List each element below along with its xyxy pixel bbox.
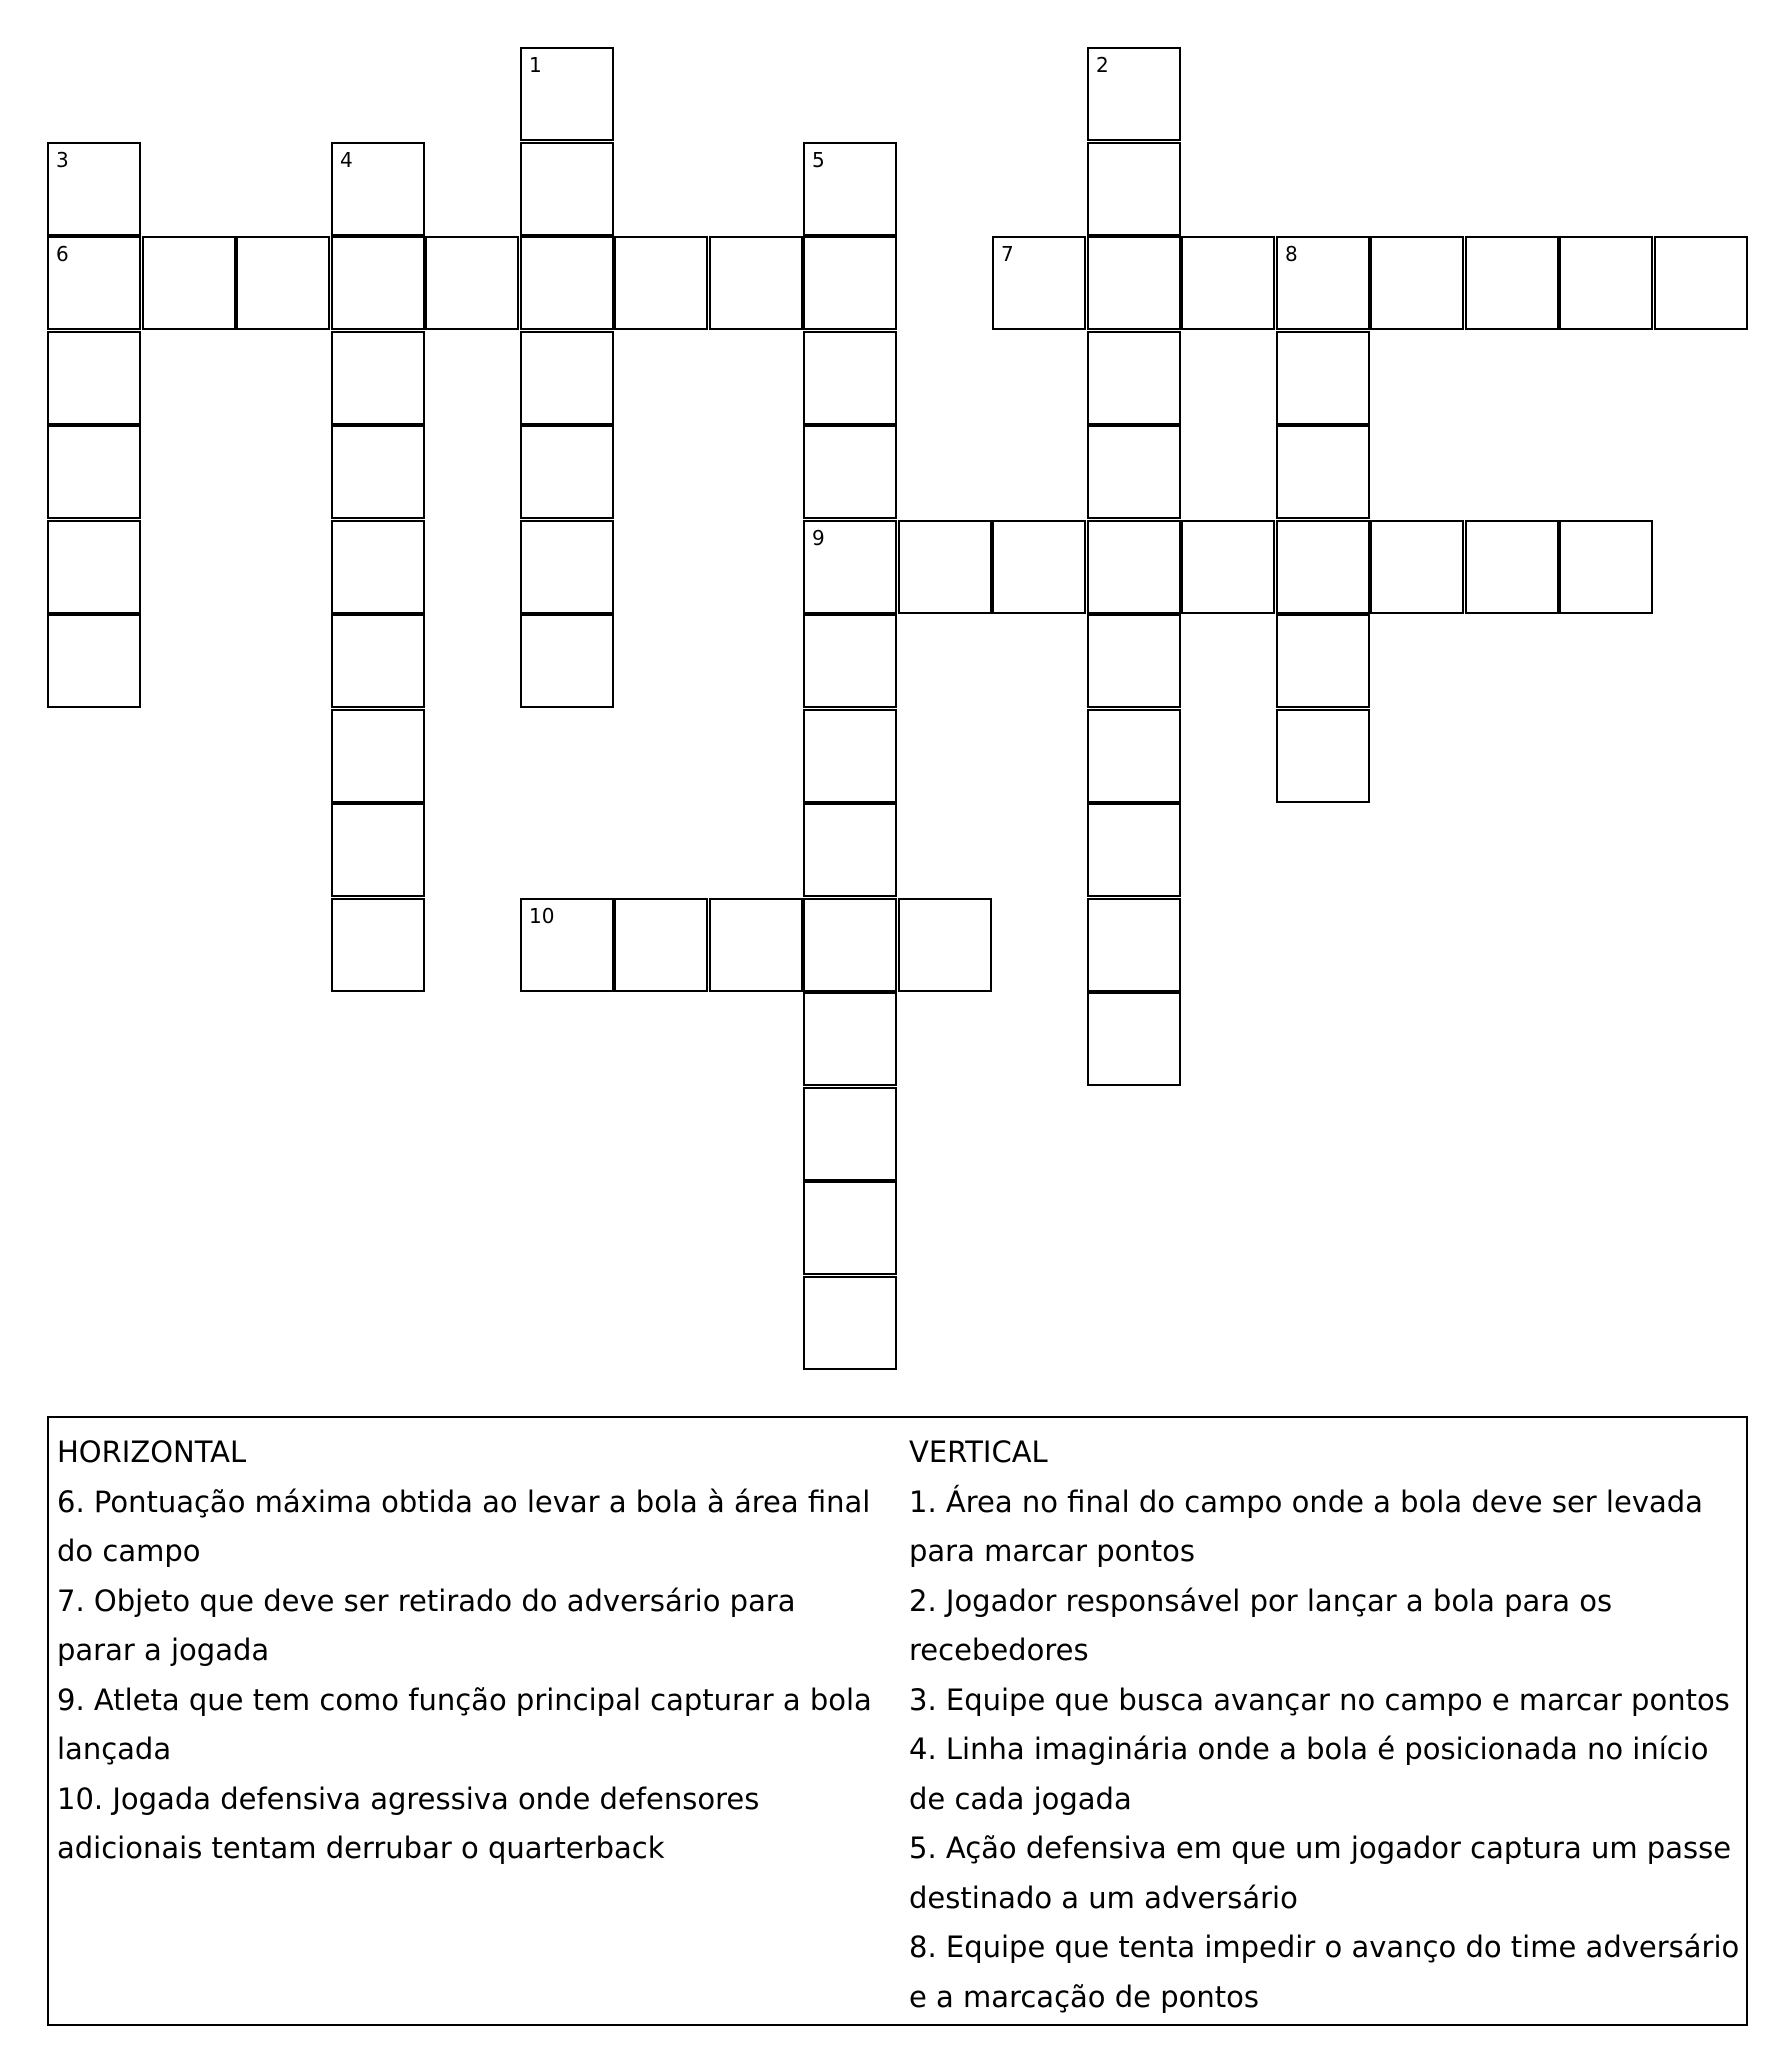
down-clue-1: 1. Área no final do campo onde a bola deve ser levada para marcar pontos [909, 1484, 1703, 1568]
grid-cell-r2-c1[interactable] [142, 236, 236, 330]
grid-cell-r5-c9[interactable] [898, 520, 992, 614]
grid-cell-r9-c5[interactable] [520, 898, 614, 992]
grid-cell-r2-c11[interactable] [1087, 236, 1181, 330]
across-clues [57, 1428, 882, 1874]
grid-cell-r9-c6[interactable] [614, 898, 708, 992]
down-clues [909, 1428, 1744, 2022]
grid-cell-r9-c3[interactable] [331, 898, 425, 992]
grid-cell-r2-c13[interactable] [1276, 236, 1370, 330]
clue-number-3: 3 [56, 148, 69, 172]
grid-cell-r2-c6[interactable] [614, 236, 708, 330]
grid-cell-r6-c0[interactable] [47, 614, 141, 708]
grid-cell-r5-c15[interactable] [1465, 520, 1559, 614]
down-heading: VERTICAL [909, 1435, 1048, 1469]
clue-number-9: 9 [812, 526, 825, 550]
grid-cell-r5-c3[interactable] [331, 520, 425, 614]
grid-cell-r1-c11[interactable] [1087, 142, 1181, 236]
grid-cell-r9-c7[interactable] [709, 898, 803, 992]
grid-cell-r7-c11[interactable] [1087, 709, 1181, 803]
grid-cell-r10-c11[interactable] [1087, 992, 1181, 1086]
grid-cell-r5-c13[interactable] [1276, 520, 1370, 614]
grid-cell-r3-c3[interactable] [331, 331, 425, 425]
clue-number-1: 1 [529, 53, 542, 77]
grid-cell-r2-c7[interactable] [709, 236, 803, 330]
grid-cell-r1-c8[interactable] [803, 142, 897, 236]
grid-cell-r7-c13[interactable] [1276, 709, 1370, 803]
grid-cell-r2-c12[interactable] [1181, 236, 1275, 330]
grid-cell-r8-c8[interactable] [803, 803, 897, 897]
down-clue-5: 5. Ação defensiva em que um jogador captura um passe destinado a um adversário [909, 1831, 1732, 1915]
grid-cell-r2-c15[interactable] [1465, 236, 1559, 330]
grid-cell-r8-c3[interactable] [331, 803, 425, 897]
grid-cell-r9-c9[interactable] [898, 898, 992, 992]
grid-cell-r13-c8[interactable] [803, 1276, 897, 1370]
grid-cell-r5-c16[interactable] [1559, 520, 1653, 614]
clue-number-8: 8 [1285, 242, 1298, 266]
grid-cell-r2-c4[interactable] [425, 236, 519, 330]
grid-cell-r2-c10[interactable] [992, 236, 1086, 330]
grid-cell-r1-c5[interactable] [520, 142, 614, 236]
grid-cell-r7-c8[interactable] [803, 709, 897, 803]
clue-number-6: 6 [56, 242, 69, 266]
across-clue-6: 6. Pontuação máxima obtida ao levar a bola à área final do campo [57, 1484, 871, 1568]
down-clue-8: 8. Equipe que tenta impedir o avanço do time adversário e a marcação de pontos [909, 1930, 1740, 2014]
down-clue-3: 3. Equipe que busca avançar no campo e marcar pontos [909, 1682, 1730, 1717]
clue-number-7: 7 [1001, 242, 1014, 266]
grid-cell-r10-c8[interactable] [803, 992, 897, 1086]
grid-cell-r5-c11[interactable] [1087, 520, 1181, 614]
grid-cell-r4-c13[interactable] [1276, 425, 1370, 519]
grid-cell-r4-c0[interactable] [47, 425, 141, 519]
grid-cell-r5-c14[interactable] [1370, 520, 1464, 614]
grid-cell-r7-c3[interactable] [331, 709, 425, 803]
down-clue-2: 2. Jogador responsável por lançar a bola para os recebedores [909, 1583, 1613, 1667]
clue-number-5: 5 [812, 148, 825, 172]
clue-number-10: 10 [529, 904, 555, 928]
grid-cell-r2-c3[interactable] [331, 236, 425, 330]
grid-cell-r5-c12[interactable] [1181, 520, 1275, 614]
across-clue-7: 7. Objeto que deve ser retirado do adversário para parar a jogada [57, 1583, 796, 1667]
grid-cell-r2-c16[interactable] [1559, 236, 1653, 330]
grid-cell-r3-c13[interactable] [1276, 331, 1370, 425]
down-clue-4: 4. Linha imaginária onde a bola é posicionada no início de cada jogada [909, 1732, 1709, 1816]
grid-cell-r11-c8[interactable] [803, 1087, 897, 1181]
grid-cell-r5-c8[interactable] [803, 520, 897, 614]
grid-cell-r1-c0[interactable] [47, 142, 141, 236]
clue-number-2: 2 [1096, 53, 1109, 77]
grid-cell-r5-c5[interactable] [520, 520, 614, 614]
grid-cell-r6-c5[interactable] [520, 614, 614, 708]
grid-cell-r6-c3[interactable] [331, 614, 425, 708]
grid-cell-r2-c14[interactable] [1370, 236, 1464, 330]
grid-cell-r5-c10[interactable] [992, 520, 1086, 614]
grid-cell-r5-c0[interactable] [47, 520, 141, 614]
grid-cell-r9-c11[interactable] [1087, 898, 1181, 992]
grid-cell-r1-c3[interactable] [331, 142, 425, 236]
clues-panel [47, 1416, 1748, 2026]
across-clue-10: 10. Jogada defensiva agressiva onde defensores adicionais tentam derrubar o quarterback [57, 1781, 760, 1865]
grid-cell-r8-c11[interactable] [1087, 803, 1181, 897]
grid-cell-r4-c5[interactable] [520, 425, 614, 519]
grid-cell-r6-c13[interactable] [1276, 614, 1370, 708]
grid-cell-r3-c11[interactable] [1087, 331, 1181, 425]
grid-cell-r0-c11[interactable] [1087, 47, 1181, 141]
grid-cell-r3-c8[interactable] [803, 331, 897, 425]
grid-cell-r2-c2[interactable] [236, 236, 330, 330]
grid-cell-r0-c5[interactable] [520, 47, 614, 141]
grid-cell-r2-c17[interactable] [1654, 236, 1748, 330]
grid-cell-r6-c11[interactable] [1087, 614, 1181, 708]
across-clue-9: 9. Atleta que tem como função principal capturar a bola lançada [57, 1682, 872, 1766]
grid-cell-r12-c8[interactable] [803, 1181, 897, 1275]
grid-cell-r6-c8[interactable] [803, 614, 897, 708]
grid-cell-r4-c8[interactable] [803, 425, 897, 519]
grid-cell-r3-c5[interactable] [520, 331, 614, 425]
grid-cell-r4-c11[interactable] [1087, 425, 1181, 519]
grid-cell-r9-c8[interactable] [803, 898, 897, 992]
grid-cell-r2-c5[interactable] [520, 236, 614, 330]
grid-cell-r3-c0[interactable] [47, 331, 141, 425]
grid-cell-r4-c3[interactable] [331, 425, 425, 519]
grid-cell-r2-c8[interactable] [803, 236, 897, 330]
clue-number-4: 4 [340, 148, 353, 172]
across-heading: HORIZONTAL [57, 1435, 247, 1469]
grid-cell-r2-c0[interactable] [47, 236, 141, 330]
